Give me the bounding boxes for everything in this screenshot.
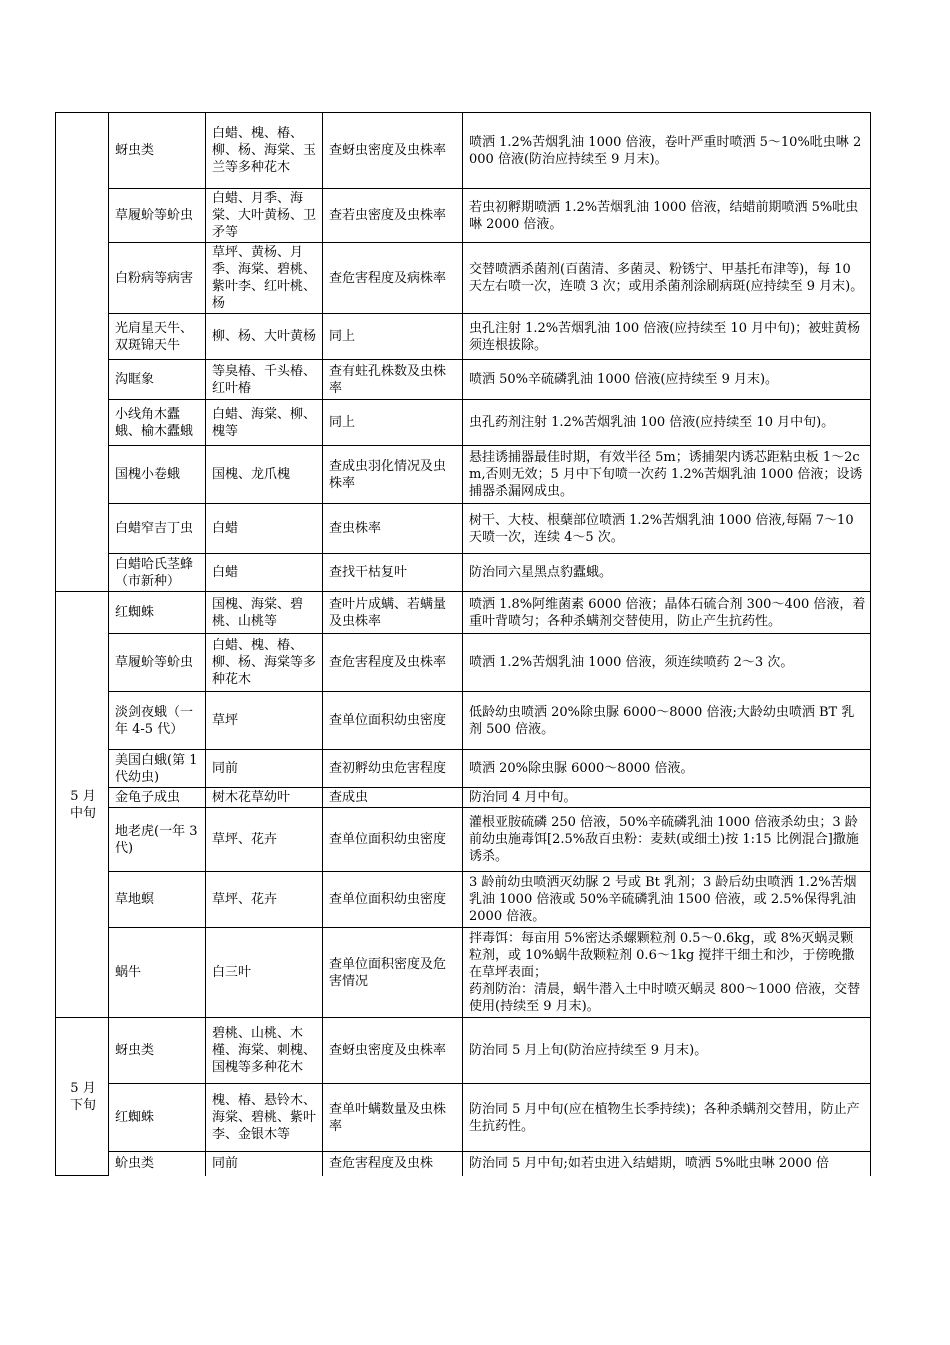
host-plant-cell: 白蜡、海棠、柳、槐等	[206, 400, 323, 446]
survey-method-cell: 查叶片成螨、若螨量及虫株率	[323, 592, 463, 634]
control-measure-cell: 交替喷洒杀菌剂(百菌清、多菌灵、粉锈宁、甲基托布津等)，每 10 天左右喷一次，连喷 3 次；或用杀菌剂涂刷病斑(应持续至 9 月末)。	[463, 243, 871, 314]
table-row	[56, 400, 871, 446]
table-row	[56, 692, 871, 750]
survey-method-cell: 查成虫	[323, 788, 463, 808]
survey-method-cell: 查找干枯复叶	[323, 554, 463, 592]
survey-method-cell: 查危害程度及病株率	[323, 243, 463, 314]
pest-name-cell: 草履蚧等蚧虫	[109, 189, 206, 243]
survey-method-cell: 查单位面积幼虫密度	[323, 872, 463, 928]
control-measure-cell: 喷洒 1.2%苦烟乳油 1000 倍液，须连续喷药 2～3 次。	[463, 634, 871, 692]
control-measure-cell: 虫孔药剂注射 1.2%苦烟乳油 100 倍液(应持续至 10 月中旬)。	[463, 400, 871, 446]
pest-name-cell: 光肩星天牛、双斑锦天牛	[109, 314, 206, 360]
table-row	[56, 314, 871, 360]
table-row	[56, 592, 871, 634]
control-measure-cell: 3 龄前幼虫喷洒灭幼脲 2 号或 Bt 乳剂；3 龄后幼虫喷洒 1.2%苦烟乳油 1000 倍液或 50%辛硫磷乳油 1500 倍液，或 2.5%保得乳油 2000 倍液。	[463, 872, 871, 928]
period-label: 5 月中旬	[69, 788, 96, 821]
host-plant-cell: 同前	[206, 750, 323, 788]
pest-name-cell: 蜗牛	[109, 928, 206, 1018]
table-row	[56, 446, 871, 504]
table-row	[56, 750, 871, 788]
table-row	[56, 243, 871, 314]
pest-name-cell: 草地螟	[109, 872, 206, 928]
survey-method-cell: 查成虫羽化情况及虫株率	[323, 446, 463, 504]
table-row	[56, 1084, 871, 1152]
period-cell	[56, 113, 109, 592]
pest-control-table	[55, 112, 871, 1176]
control-measure-cell: 树干、大枝、根蘖部位喷洒 1.2%苦烟乳油 1000 倍液,每隔 7～10 天喷一次，连续 4～5 次。	[463, 504, 871, 554]
table-row	[56, 189, 871, 243]
table-row	[56, 928, 871, 1018]
period-cell	[56, 1018, 109, 1176]
host-plant-cell: 草坪	[206, 692, 323, 750]
pest-name-cell: 白粉病等病害	[109, 243, 206, 314]
table-body	[56, 113, 871, 1176]
survey-method-cell: 查危害程度及虫株率	[323, 634, 463, 692]
host-plant-cell: 白蜡、槐、椿、柳、杨、海棠等多种花木	[206, 634, 323, 692]
host-plant-cell: 白蜡、月季、海棠、大叶黄杨、卫矛等	[206, 189, 323, 243]
pest-name-cell: 沟眶象	[109, 360, 206, 400]
control-measure-cell: 虫孔注射 1.2%苦烟乳油 100 倍液(应持续至 10 月中旬)；被蛀黄杨须连根拔除。	[463, 314, 871, 360]
pest-name-cell: 红蜘蛛	[109, 592, 206, 634]
table-row	[56, 554, 871, 592]
pest-name-cell: 蚜虫类	[109, 113, 206, 189]
survey-method-cell: 查有蛀孔株数及虫株率	[323, 360, 463, 400]
table-row	[56, 360, 871, 400]
table-row	[56, 1018, 871, 1084]
host-plant-cell: 同前	[206, 1152, 323, 1176]
control-measure-cell: 喷洒 20%除虫脲 6000～8000 倍液。	[463, 750, 871, 788]
pest-name-cell: 金龟子成虫	[109, 788, 206, 808]
host-plant-cell: 白蜡	[206, 504, 323, 554]
host-plant-cell: 柳、杨、大叶黄杨	[206, 314, 323, 360]
survey-method-cell: 查单位面积幼虫密度	[323, 692, 463, 750]
survey-method-cell: 查单位面积密度及危害情况	[323, 928, 463, 1018]
host-plant-cell: 草坪、花卉	[206, 872, 323, 928]
pest-name-cell: 国槐小卷蛾	[109, 446, 206, 504]
period-label: 5 月下旬	[69, 1080, 96, 1113]
host-plant-cell: 槐、椿、悬铃木、海棠、碧桃、紫叶李、金银木等	[206, 1084, 323, 1152]
table-row	[56, 872, 871, 928]
control-measure-cell: 悬挂诱捕器最佳时期，有效半径 5m；诱捕架内诱芯距粘虫板 1～2cm,否则无效；5 月中下旬喷一次药 1.2%苦烟乳油 1000 倍液；设诱捕器杀漏网成虫。	[463, 446, 871, 504]
pest-name-cell: 蚧虫类	[109, 1152, 206, 1176]
pest-name-cell: 淡剑夜蛾（一年 4-5 代）	[109, 692, 206, 750]
host-plant-cell: 等臭椿、千头椿、红叶椿	[206, 360, 323, 400]
pest-name-cell: 红蜘蛛	[109, 1084, 206, 1152]
table-row	[56, 634, 871, 692]
pest-name-cell: 美国白蛾(第 1 代幼虫)	[109, 750, 206, 788]
host-plant-cell: 国槐、龙爪槐	[206, 446, 323, 504]
pest-name-cell: 白蜡哈氏茎蜂（市新种）	[109, 554, 206, 592]
control-measure-cell: 喷洒 1.2%苦烟乳油 1000 倍液，卷叶严重时喷洒 5～10%吡虫啉 2000 倍液(防治应持续至 9 月末)。	[463, 113, 871, 189]
control-measure-cell: 喷洒 1.8%阿维菌素 6000 倍液；晶体石硫合剂 300～400 倍液，着重叶背喷匀；各种杀螨剂交替使用，防止产生抗药性。	[463, 592, 871, 634]
survey-method-cell: 查蚜虫密度及虫株率	[323, 1018, 463, 1084]
survey-method-cell: 查初孵幼虫危害程度	[323, 750, 463, 788]
pest-name-cell: 白蜡窄吉丁虫	[109, 504, 206, 554]
host-plant-cell: 草坪、黄杨、月季、海棠、碧桃、紫叶李、红叶桃、杨	[206, 243, 323, 314]
control-measure-cell: 喷洒 50%辛硫磷乳油 1000 倍液(应持续至 9 月末)。	[463, 360, 871, 400]
control-measure-cell: 低龄幼虫喷洒 20%除虫脲 6000～8000 倍液;大龄幼虫喷洒 BT 乳剂 500 倍液。	[463, 692, 871, 750]
control-measure-cell: 拌毒饵：每亩用 5%密达杀螺颗粒剂 0.5～0.6kg，或 8%灭蜗灵颗粒剂，或 10%蜗牛敌颗粒剂 0.6～1kg 搅拌干细土和沙，于傍晚撒在草坪表面； 药剂防治：清晨，蜗牛潜入土中时喷灭蜗灵 800～1000 倍液，交替使用(持续至 9 月末)。	[463, 928, 871, 1018]
survey-method-cell: 查单位面积幼虫密度	[323, 808, 463, 872]
control-measure-cell: 若虫初孵期喷洒 1.2%苦烟乳油 1000 倍液，结蜡前期喷洒 5%吡虫啉 2000 倍液。	[463, 189, 871, 243]
survey-method-cell: 同上	[323, 400, 463, 446]
period-cell	[56, 592, 109, 1018]
control-measure-cell: 防治同六星黑点豹蠹蛾。	[463, 554, 871, 592]
table-row	[56, 113, 871, 189]
host-plant-cell: 白三叶	[206, 928, 323, 1018]
control-measure-cell: 防治同 5 月中旬(应在植物生长季持续)；各种杀螨剂交替用，防止产生抗药性。	[463, 1084, 871, 1152]
survey-method-cell: 查危害程度及虫株	[323, 1152, 463, 1176]
control-measure-cell: 灌根亚胺硫磷 250 倍液，50%辛硫磷乳油 1000 倍液杀幼虫；3 龄前幼虫施毒饵[2.5%敌百虫粉：麦麸(或细土)按 1:15 比例混合]撒施诱杀。	[463, 808, 871, 872]
control-measure-cell: 防治同 5 月中旬;如若虫进入结蜡期，喷洒 5%吡虫啉 2000 倍	[463, 1152, 871, 1176]
host-plant-cell: 白蜡	[206, 554, 323, 592]
control-measure-cell: 防治同 4 月中旬。	[463, 788, 871, 808]
pest-name-cell: 蚜虫类	[109, 1018, 206, 1084]
pest-name-cell: 地老虎(一年 3 代)	[109, 808, 206, 872]
document-page	[55, 112, 870, 1176]
table-row	[56, 1152, 871, 1176]
table-row	[56, 808, 871, 872]
pest-name-cell: 小线角木蠹蛾、榆木蠹蛾	[109, 400, 206, 446]
survey-method-cell: 同上	[323, 314, 463, 360]
survey-method-cell: 查蚜虫密度及虫株率	[323, 113, 463, 189]
pest-name-cell: 草履蚧等蚧虫	[109, 634, 206, 692]
host-plant-cell: 草坪、花卉	[206, 808, 323, 872]
survey-method-cell: 查单叶螨数量及虫株率	[323, 1084, 463, 1152]
host-plant-cell: 树木花草幼叶	[206, 788, 323, 808]
host-plant-cell: 国槐、海棠、碧桃、山桃等	[206, 592, 323, 634]
host-plant-cell: 白蜡、槐、椿、柳、杨、海棠、玉兰等多种花木	[206, 113, 323, 189]
host-plant-cell: 碧桃、山桃、木槿、海棠、刺槐、国槐等多种花木	[206, 1018, 323, 1084]
survey-method-cell: 查虫株率	[323, 504, 463, 554]
table-row	[56, 788, 871, 808]
table-row	[56, 504, 871, 554]
control-measure-cell: 防治同 5 月上旬(防治应持续至 9 月末)。	[463, 1018, 871, 1084]
survey-method-cell: 查若虫密度及虫株率	[323, 189, 463, 243]
